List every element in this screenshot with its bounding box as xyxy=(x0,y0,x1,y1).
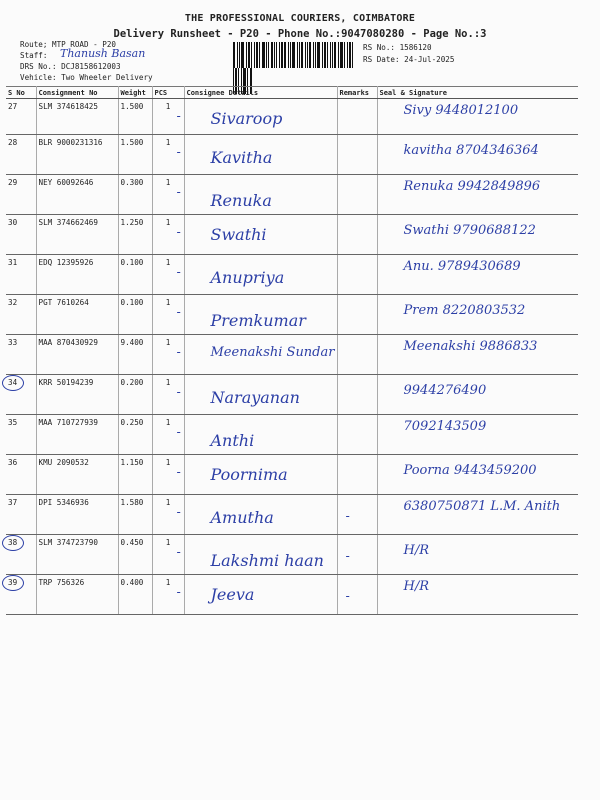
sno-text: 39 xyxy=(8,578,18,587)
rs-number: RS No.: 1586120 xyxy=(363,43,432,52)
sno-text: 37 xyxy=(8,498,18,507)
barcode-bar xyxy=(266,42,267,68)
dash-mark: - xyxy=(176,585,181,599)
cell-consignment xyxy=(36,535,118,575)
cell-remarks xyxy=(337,535,377,575)
consignee-handwriting: Sivaroop xyxy=(210,109,283,128)
consignee-handwriting: Swathi xyxy=(210,225,267,244)
circle-mark xyxy=(2,575,24,591)
seal-handwriting: 9944276490 xyxy=(403,383,487,398)
barcode-bar xyxy=(330,42,331,68)
col-sno: S No xyxy=(6,87,36,99)
dash-mark: - xyxy=(176,545,181,559)
dash-mark: - xyxy=(176,465,181,479)
consignee-handwriting: Anthi xyxy=(210,431,255,450)
cell-seal-signature xyxy=(377,455,578,495)
consignment-text: DPI 5346936 xyxy=(38,498,89,507)
weight-text: 0.250 xyxy=(120,418,144,427)
company-title: THE PROFESSIONAL COURIERS, COIMBATORE xyxy=(184,13,416,24)
cell-remarks xyxy=(337,375,377,415)
cell-consignee xyxy=(176,575,337,615)
cell-weight xyxy=(118,255,152,295)
consignee-handwriting: Anupriya xyxy=(210,268,285,287)
seal-handwriting: Meenakshi 9886833 xyxy=(403,339,538,354)
sno-text: 31 xyxy=(8,258,18,267)
cell-consignee xyxy=(176,175,337,215)
barcode-bar xyxy=(347,42,348,68)
consignment-text: NEY 60092646 xyxy=(38,178,94,187)
weight-text: 0.200 xyxy=(120,378,144,387)
cell-weight xyxy=(118,415,152,455)
cell-remarks xyxy=(337,255,377,295)
cell-remarks xyxy=(337,295,377,335)
cell-consignee xyxy=(176,415,337,455)
cell-consignee xyxy=(176,255,337,295)
barcode-bar xyxy=(344,42,345,68)
cell-consignee xyxy=(176,375,337,415)
cell-remarks xyxy=(337,215,377,255)
consignment-text: MAA 870430929 xyxy=(38,338,98,347)
weight-text: 0.400 xyxy=(120,578,144,587)
cell-sno xyxy=(6,335,36,375)
barcode-bar xyxy=(332,42,333,68)
cell-sno xyxy=(6,415,36,455)
cell-remarks xyxy=(337,335,377,375)
route-label: Route; MTP ROAD - P20 xyxy=(20,40,117,49)
barcode-bar xyxy=(237,42,238,68)
seal-handwriting: Anu. 9789430689 xyxy=(403,259,521,274)
sno-text: 34 xyxy=(8,378,18,387)
table-header-row xyxy=(6,87,578,99)
barcode-bar xyxy=(268,42,269,68)
cell-consignee xyxy=(176,535,337,575)
table-row xyxy=(6,415,578,455)
seal-handwriting: Prem 8220803532 xyxy=(403,303,526,318)
barcode-bar xyxy=(305,42,306,68)
barcode-bar xyxy=(307,42,308,68)
consignee-handwriting: Renuka xyxy=(210,191,272,210)
barcode-bar xyxy=(322,42,323,68)
cell-sno xyxy=(6,575,36,615)
dash-mark: - xyxy=(176,345,181,359)
barcode-bar xyxy=(317,42,320,68)
consignment-text: SLM 374723790 xyxy=(38,538,98,547)
cell-consignment xyxy=(36,575,118,615)
consignment-text: KRR 50194239 xyxy=(38,378,94,387)
seal-handwriting: 7092143509 xyxy=(403,419,487,434)
weight-text: 1.580 xyxy=(120,498,144,507)
cell-sno xyxy=(6,455,36,495)
pcs-text: 1 xyxy=(165,138,171,147)
weight-text: 1.150 xyxy=(120,458,144,467)
consignee-handwriting: Jeeva xyxy=(210,585,255,604)
cell-sno xyxy=(6,535,36,575)
cell-seal-signature xyxy=(377,535,578,575)
cell-sno xyxy=(6,99,36,135)
barcode-bar xyxy=(256,42,258,68)
cell-sno xyxy=(6,175,36,215)
pcs-text: 1 xyxy=(165,458,171,467)
cell-consignee xyxy=(176,99,337,135)
table-row xyxy=(6,375,578,415)
cell-weight xyxy=(118,455,152,495)
consignment-text: PGT 7610264 xyxy=(38,298,89,307)
cell-consignment xyxy=(36,375,118,415)
cell-remarks xyxy=(337,135,377,175)
cell-seal-signature xyxy=(377,175,578,215)
seal-handwriting: Poorna 9443459200 xyxy=(403,463,537,478)
barcode-bar xyxy=(241,42,244,68)
cell-remarks xyxy=(337,175,377,215)
cell-seal-signature xyxy=(377,375,578,415)
table-row xyxy=(6,135,578,175)
pcs-text: 1 xyxy=(165,418,171,427)
consignee-handwriting: Meenakshi Sundar xyxy=(210,345,335,360)
pcs-text: 1 xyxy=(165,178,171,187)
cell-weight xyxy=(118,495,152,535)
cell-remarks xyxy=(337,455,377,495)
cell-consignment xyxy=(36,215,118,255)
cell-consignment xyxy=(36,255,118,295)
barcode-bar xyxy=(340,42,343,68)
sno-text: 29 xyxy=(8,178,18,187)
barcode xyxy=(233,42,355,68)
cell-consignment xyxy=(36,99,118,135)
weight-text: 1.500 xyxy=(120,138,144,147)
cell-consignee xyxy=(176,215,337,255)
cell-sno xyxy=(6,375,36,415)
cell-sno xyxy=(6,255,36,295)
circle-mark xyxy=(2,375,24,391)
weight-text: 9.400 xyxy=(120,338,144,347)
cell-sno xyxy=(6,295,36,335)
sno-text: 36 xyxy=(8,458,18,467)
sno-text: 30 xyxy=(8,218,18,227)
table-row xyxy=(6,455,578,495)
col-seal: Seal & Signature xyxy=(377,87,578,99)
barcode-bar xyxy=(290,42,291,68)
cell-remarks xyxy=(337,575,377,615)
cell-sno xyxy=(6,135,36,175)
cell-consignee xyxy=(176,335,337,375)
cell-consignee xyxy=(176,455,337,495)
col-consignment: Consignment No xyxy=(36,87,118,99)
seal-handwriting: 6380750871 L.M. Anith xyxy=(403,499,561,514)
cell-weight xyxy=(118,375,152,415)
consignee-handwriting: Narayanan xyxy=(210,388,300,407)
barcode-bar xyxy=(254,42,255,68)
barcode-bar xyxy=(352,42,353,68)
dash-mark: - xyxy=(176,305,181,319)
barcode-bar xyxy=(259,42,260,68)
cell-consignment xyxy=(36,295,118,335)
cell-consignee xyxy=(176,295,337,335)
cell-weight xyxy=(118,135,152,175)
table-row xyxy=(6,495,578,535)
vehicle-label: Vehicle: Two Wheeler Delivery xyxy=(20,73,153,82)
seal-handwriting: Renuka 9942849896 xyxy=(403,179,541,194)
barcode-bar xyxy=(299,42,300,68)
col-remarks: Remarks xyxy=(337,87,377,99)
dash-mark: - xyxy=(176,265,181,279)
barcode-bar xyxy=(301,42,303,68)
pcs-text: 1 xyxy=(165,538,171,547)
pcs-text: 1 xyxy=(165,298,171,307)
dash-mark: - xyxy=(176,505,181,519)
weight-text: 0.100 xyxy=(120,258,144,267)
seal-handwriting: H/R xyxy=(403,579,430,594)
dash-mark: - xyxy=(176,425,181,439)
cell-seal-signature xyxy=(377,575,578,615)
cell-consignment xyxy=(36,175,118,215)
col-consignee: Consignee Details xyxy=(184,87,337,99)
barcode-bar xyxy=(324,42,326,68)
consignment-text: BLR 9000231316 xyxy=(38,138,103,147)
seal-handwriting: H/R xyxy=(403,543,430,558)
pcs-text: 1 xyxy=(165,218,171,227)
cell-sno xyxy=(6,215,36,255)
cell-consignment xyxy=(36,415,118,455)
barcode-bar xyxy=(297,42,298,68)
staff-signature: Thanush Basan xyxy=(60,47,146,60)
dash-mark: - xyxy=(345,589,350,603)
barcode-bar xyxy=(271,42,273,68)
drs-number: DRS No.: DCJ8158612003 xyxy=(20,62,121,71)
cell-seal-signature xyxy=(377,415,578,455)
dash-mark: - xyxy=(176,109,181,123)
table-row xyxy=(6,215,578,255)
barcode-bar xyxy=(246,42,247,68)
cell-consignment xyxy=(36,455,118,495)
barcode-bar xyxy=(251,42,252,68)
col-pcs: PCS xyxy=(152,87,184,99)
barcode-bar xyxy=(292,42,295,68)
seal-handwriting: kavitha 8704346364 xyxy=(403,143,539,158)
seal-handwriting: Sivy 9448012100 xyxy=(403,103,519,118)
pcs-text: 1 xyxy=(165,378,171,387)
cell-seal-signature xyxy=(377,255,578,295)
barcode-bar xyxy=(276,42,277,68)
cell-consignee xyxy=(176,495,337,535)
cell-weight xyxy=(118,99,152,135)
barcode-bar xyxy=(281,42,283,68)
barcode-bar xyxy=(315,42,316,68)
sno-text: 33 xyxy=(8,338,18,347)
barcode-bar xyxy=(274,42,275,68)
barcode-bar xyxy=(338,42,339,68)
consignment-text: TRP 756326 xyxy=(38,578,85,587)
cell-remarks xyxy=(337,99,377,135)
pcs-text: 1 xyxy=(165,258,171,267)
cell-seal-signature xyxy=(377,495,578,535)
weight-text: 0.450 xyxy=(120,538,144,547)
seal-handwriting: Swathi 9790688122 xyxy=(403,223,536,238)
cell-weight xyxy=(118,295,152,335)
table-row xyxy=(6,255,578,295)
table-row xyxy=(6,175,578,215)
circle-mark xyxy=(2,535,24,551)
barcode-bar xyxy=(349,42,351,68)
pcs-text: 1 xyxy=(165,498,171,507)
barcode-bar xyxy=(239,42,240,68)
sno-text: 38 xyxy=(8,538,18,547)
cell-weight xyxy=(118,535,152,575)
barcode-bar xyxy=(334,42,336,68)
staff-label: Staff: xyxy=(20,51,48,60)
barcode-bar xyxy=(309,42,311,68)
consignee-handwriting: Amutha xyxy=(210,508,274,527)
table-row xyxy=(6,335,578,375)
consignee-handwriting: Premkumar xyxy=(210,311,306,330)
runsheet-table xyxy=(6,86,578,615)
table-row xyxy=(6,575,578,615)
barcode-bar xyxy=(248,42,250,68)
col-weight: Weight xyxy=(118,87,152,99)
consignee-handwriting: Lakshmi haan xyxy=(210,551,324,570)
cell-consignment xyxy=(36,495,118,535)
barcode-bar xyxy=(327,42,328,68)
cell-seal-signature xyxy=(377,135,578,175)
consignment-text: KMU 2090532 xyxy=(38,458,89,467)
cell-weight xyxy=(118,575,152,615)
consignee-handwriting: Kavitha xyxy=(210,148,273,167)
table-row xyxy=(6,99,578,135)
cell-remarks xyxy=(337,415,377,455)
cell-weight xyxy=(118,215,152,255)
consignment-text: MAA 710727939 xyxy=(38,418,98,427)
barcode-bar xyxy=(233,42,235,68)
pcs-text: 1 xyxy=(165,338,171,347)
dash-mark: - xyxy=(176,145,181,159)
consignment-text: EDQ 12395926 xyxy=(38,258,94,267)
rs-date: RS Date: 24-Jul-2025 xyxy=(363,55,455,64)
dash-mark: - xyxy=(176,225,181,239)
barcode-bar xyxy=(313,42,314,68)
dash-mark: - xyxy=(345,549,350,563)
dash-mark: - xyxy=(176,185,181,199)
weight-text: 0.300 xyxy=(120,178,144,187)
sno-text: 27 xyxy=(8,102,18,111)
table-row xyxy=(6,295,578,335)
barcode-bar xyxy=(262,42,265,68)
cell-weight xyxy=(118,175,152,215)
barcode-bar xyxy=(284,42,286,68)
cell-remarks xyxy=(337,495,377,535)
cell-weight xyxy=(118,335,152,375)
weight-text: 1.250 xyxy=(120,218,144,227)
dash-mark: - xyxy=(176,385,181,399)
consignment-text: SLM 374662469 xyxy=(38,218,98,227)
consignment-text: SLM 374618425 xyxy=(38,102,98,111)
cell-seal-signature xyxy=(377,215,578,255)
barcode-bar xyxy=(288,42,289,68)
cell-consignment xyxy=(36,335,118,375)
sno-text: 28 xyxy=(8,138,18,147)
cell-consignee xyxy=(176,135,337,175)
cell-consignment xyxy=(36,135,118,175)
dash-mark: - xyxy=(345,509,350,523)
cell-seal-signature xyxy=(377,295,578,335)
cell-sno xyxy=(6,495,36,535)
consignee-handwriting: Poornima xyxy=(210,465,288,484)
sno-text: 32 xyxy=(8,298,18,307)
cell-seal-signature xyxy=(377,99,578,135)
barcode-bar xyxy=(279,42,280,68)
weight-text: 0.100 xyxy=(120,298,144,307)
table-row xyxy=(6,535,578,575)
runsheet-subtitle: Delivery Runsheet - P20 - Phone No.:9047080280 - Page No.:3 xyxy=(113,28,487,40)
cell-seal-signature xyxy=(377,335,578,375)
pcs-text: 1 xyxy=(165,578,171,587)
weight-text: 1.500 xyxy=(120,102,144,111)
pcs-text: 1 xyxy=(165,102,171,111)
sno-text: 35 xyxy=(8,418,18,427)
